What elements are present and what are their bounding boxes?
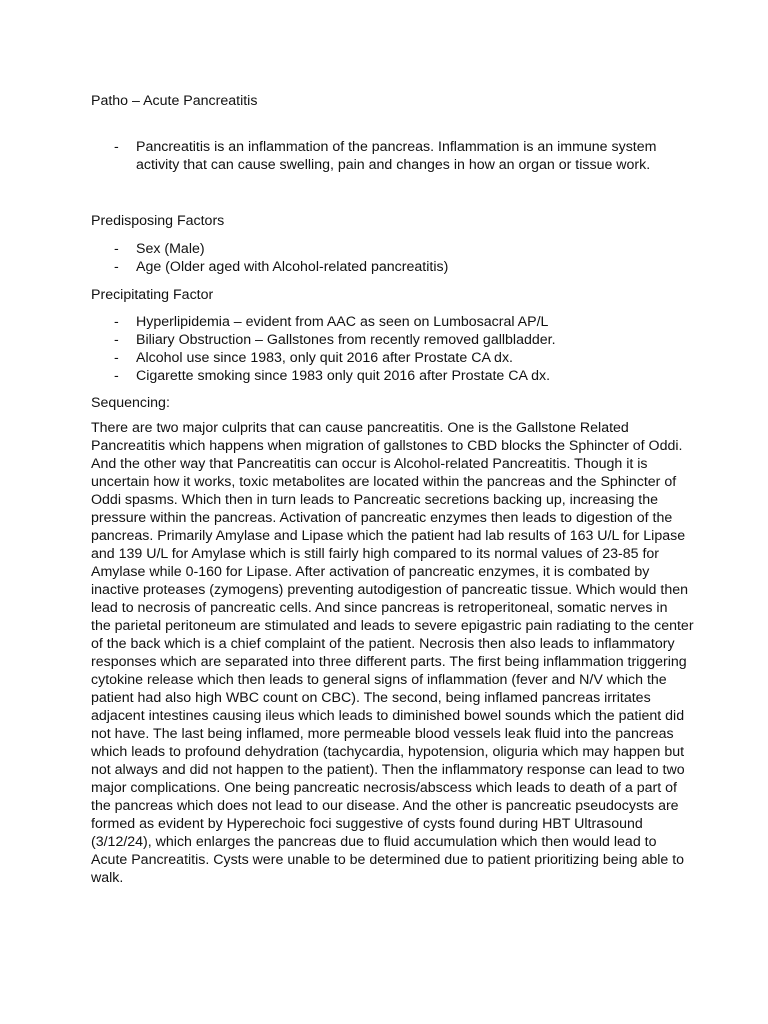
paragraph-line: adjacent intestines causing ileus which leads to diminished bowel sounds which the patient did [91,708,685,724]
sequencing-heading: Sequencing: [91,395,170,411]
bullet-dash: - [114,314,119,330]
paragraph-line: responses which are separated into three different parts. The first being inflammation triggering [91,654,687,670]
paragraph-line: cytokine release which then leads to general signs of inflammation (fever and N/V which the [91,672,667,688]
paragraph-line: Acute Pancreatitis. Cysts were unable to be determined due to patient prioritizing being able to [91,852,685,868]
list-item: - Alcohol use since 1983, only quit 2016 after Prostate CA dx. [114,350,513,366]
list-item: - Hyperlipidemia – evident from AAC as seen on Lumbosacral AP/L [114,314,549,330]
paragraph-line: major complications. One being pancreatic necrosis/abscess which leads to death of a part of [91,780,677,796]
list-item: - Age (Older aged with Alcohol-related pancreatitis) [114,259,449,275]
bullet-dash: - [114,350,119,366]
paragraph-line: lead to necrosis of pancreatic cells. And since pancreas is retroperitoneal, somatic nerves in [91,600,668,616]
predisposing-heading: Predisposing Factors [91,213,225,229]
paragraph-line: There are two major culprits that can cause pancreatitis. One is the Gallstone Related [91,420,629,436]
paragraph-line: of the back which is a chief complaint of the patient. Necrosis then also leads to inflammatory [91,636,675,652]
precipitating-heading: Precipitating Factor [91,287,214,303]
bullet-dash: - [114,332,119,348]
paragraph-line: uncertain how it works, toxic metabolites are located within the pancreas and the Sphincter of [91,474,677,490]
sequencing-paragraph [91,419,694,887]
paragraph-line: (3/12/24), which enlarges the pancreas due to fluid accumulation which then would lead to [91,834,657,850]
bullet-dash: - [114,241,119,257]
paragraph-line: walk. [91,870,124,886]
paragraph-line: pancreas. Primarily Amylase and Lipase which the patient had lab results of 163 U/L for Lipase [91,528,686,544]
paragraph-line: not always and did not happen to the patient). Then the inflammatory response can lead to two [91,762,685,778]
paragraph-line: the pancreas which does not lead to our disease. And the other is pancreatic pseudocysts are [91,798,679,814]
list-item: - Sex (Male) [114,241,205,257]
list-item: - Biliary Obstruction – Gallstones from recently removed gallbladder. [114,332,556,348]
paragraph-line: formed as evident by Hyperechoic foci suggestive of cysts found during HBT Ultrasound [91,816,643,832]
list-item: - Cigarette smoking since 1983 only quit 2016 after Prostate CA dx. [114,368,551,384]
bullet-dash: - [114,139,119,155]
paragraph-line: not have. The last being inflamed, more permeable blood vessels leak fluid into the pancreas [91,726,674,742]
paragraph-line: patient had also high WBC count on CBC). The second, being inflamed pancreas irritates [91,690,651,706]
paragraph-line: Oddi spasms. Which then in turn leads to Pancreatic secretions backing up, increasing the [91,492,659,508]
paragraph-line: inactive proteases (zymogens) preventing autodigestion of pancreatic tissue. Which would then [91,582,688,598]
precipitating-list [91,313,711,385]
paragraph-line: And the other way that Pancreatitis can occur is Alcohol-related Pancreatitis. Though it is [91,456,648,472]
paragraph-line: the parietal peritoneum are stimulated and leads to severe epigastric pain radiating to the center [91,618,694,634]
bullet-dash: - [114,259,119,275]
bullet-dash: - [114,368,119,384]
paragraph-line: Pancreatitis which happens when migration of gallstones to CBD blocks the Sphincter of Oddi. [91,438,683,454]
intro-text: Pancreatitis is an inflammation of the pancreas. Inflammation is an immune system activity that can cause swelling, pain and changes in how an organ or tissue work. [136,139,657,173]
intro-bullet [91,138,691,174]
paragraph-line: pressure within the pancreas. Activation of pancreatic enzymes then leads to digestion of the [91,510,673,526]
paragraph-line: Amylase while 0-160 for Lipase. After activation of pancreatic enzymes, it is combated by [91,564,650,580]
paragraph-line: which leads to profound dehydration (tachycardia, hypotension, oliguria which may happen but [91,744,685,760]
predisposing-list [91,240,711,276]
paragraph-line: and 139 U/L for Amylase which is still fairly high compared to its normal values of 23-85 for [91,546,660,562]
document-title: Patho – Acute Pancreatitis [91,93,258,109]
